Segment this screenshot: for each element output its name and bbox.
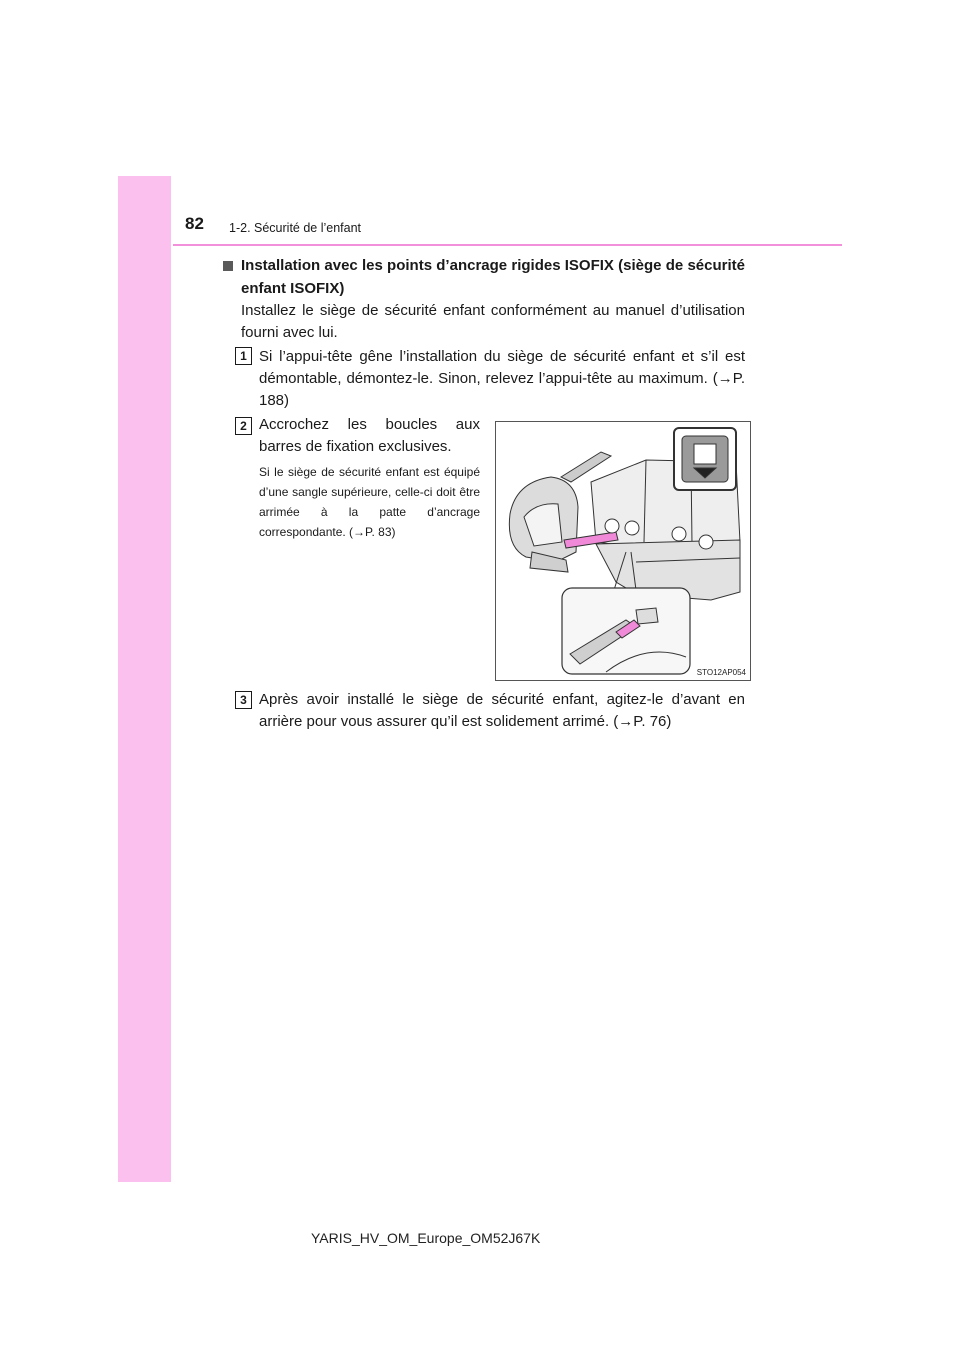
step-1-text: Si l’appui-tête gêne l’installation du siège de sécurité enfant et s’il est démontable, démontez-le. Sinon, relevez l’appui-tête au maximum. (→P. 188) bbox=[259, 348, 745, 409]
isofix-installation-illustration bbox=[495, 421, 751, 681]
header-rule bbox=[173, 244, 842, 246]
document-code: YARIS_HV_OM_Europe_OM52J67K bbox=[311, 1230, 541, 1246]
step-number-1: 1 bbox=[235, 347, 252, 365]
intro-paragraph: Installez le siège de sécurité enfant conformément au manuel d’utilisation fourni avec lui. bbox=[241, 302, 745, 341]
section-title: 1-2. Sécurité de l’enfant bbox=[229, 221, 362, 235]
isofix-drawing bbox=[496, 422, 750, 680]
square-bullet-icon bbox=[223, 261, 233, 271]
illustration-code: STO12AP054 bbox=[696, 668, 746, 677]
page-number: 82 bbox=[185, 214, 204, 233]
step-2-text: Accrochez les boucles aux barres de fixation exclusives. bbox=[259, 416, 480, 455]
step-2-note: Si le siège de sécurité enfant est équipé d’une sangle supérieure, celle-ci doit être arrimée à la patte d’ancrage correspondante. (→P. 83) bbox=[259, 465, 480, 539]
step-number-2: 2 bbox=[235, 417, 252, 435]
subsection-heading: Installation avec les points d’ancrage rigides ISOFIX (siège de sécurité enfant ISOFIX) bbox=[241, 257, 745, 297]
step-number-3: 3 bbox=[235, 691, 252, 709]
chapter-sidebar-tab bbox=[118, 176, 171, 1182]
step-3-text: Après avoir installé le siège de sécurité enfant, agitez-le d’avant en arrière pour vous assurer qu’il est solidement arrimé. (→P. 76) bbox=[259, 691, 745, 730]
